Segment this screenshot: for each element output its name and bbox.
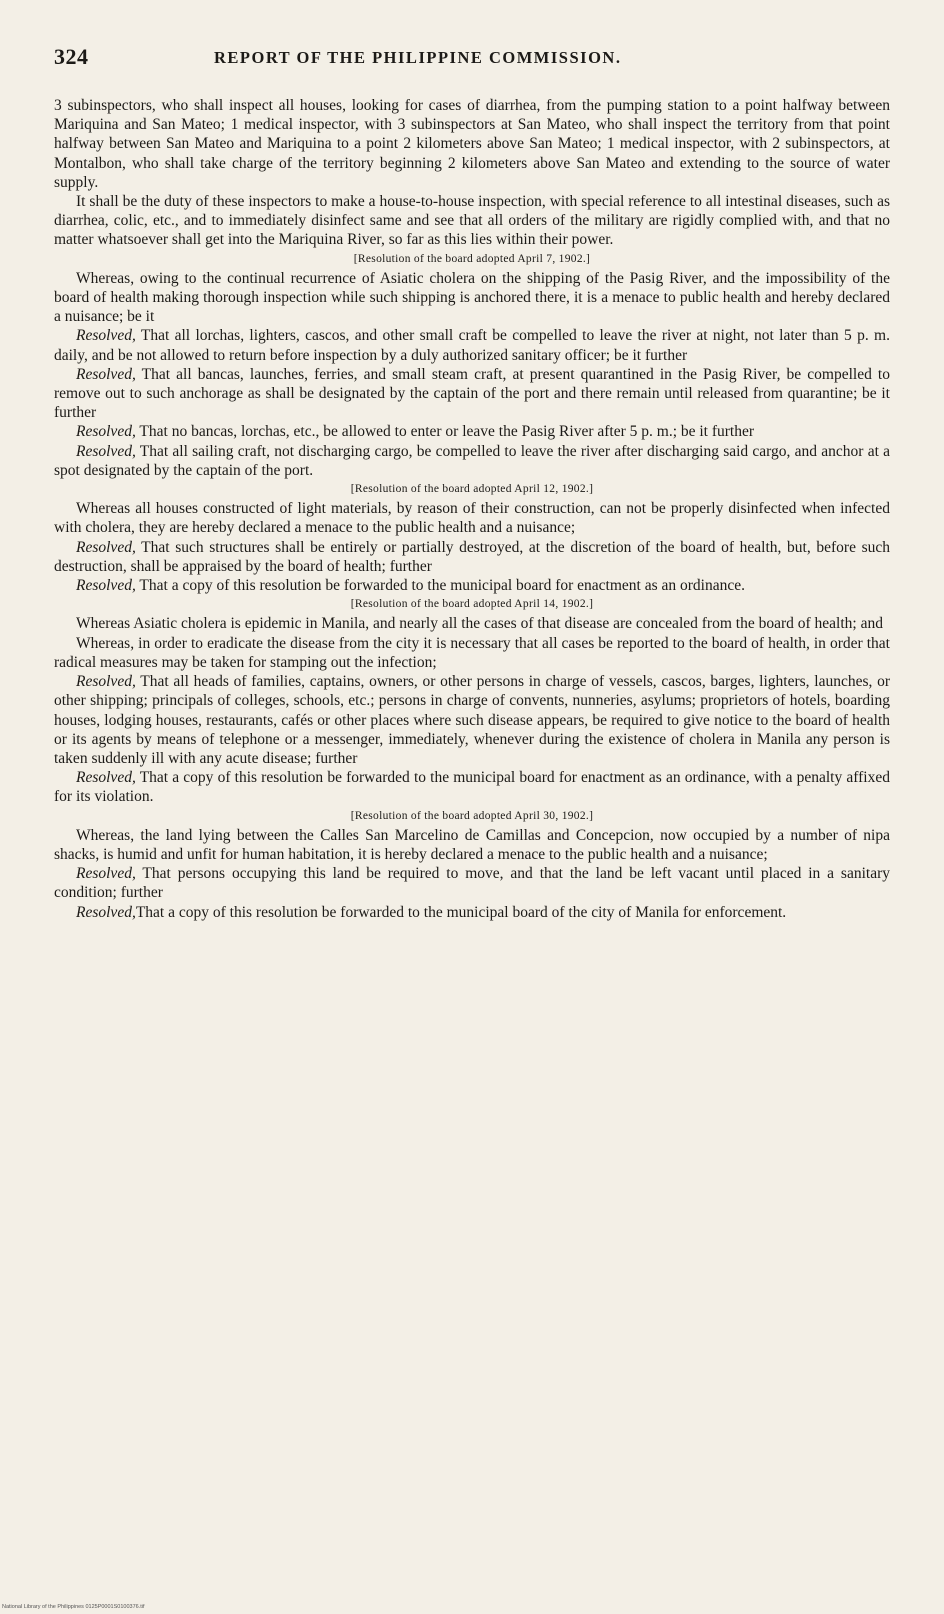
resolved-paragraph — [54, 672, 890, 768]
resolved-paragraph — [54, 365, 890, 423]
resolved-paragraph — [54, 422, 890, 441]
resolution-caption: [Resolution of the board adopted April 14, 1902.] — [350, 598, 594, 611]
resolved-text: That a copy of this resolution be forwarded to the municipal board of the city of Manila for enforcement. — [135, 903, 787, 921]
whereas-paragraph: Whereas Asiatic cholera is epidemic in Manila, and nearly all the cases of that disease are concealed from the board of health; and — [76, 615, 883, 633]
resolved-text: That persons occupying this land be required to move, and that the land be left vacant until placed in a sanitary condition; further — [54, 865, 890, 902]
intro-paragraph: 3 subinspectors, who shall inspect all houses, looking for cases of diarrhea, from the pumping station to a point halfway between Mariquina and San Mateo; 1 medical inspector, with 3 subinspectors at San Mateo, who shall inspect the territory from that point halfway between San Mateo and Mariquina to a point 2 kilometers above San Mateo; 1 medical inspector, with 2 subinspectors, at Montalbon, who shall take charge of the territory beginning 2 kilometers above San Mateo and extending to the source of water supply. — [54, 97, 890, 191]
resolved-text: That a copy of this resolution be forwarded to the municipal board for enactment as an ordinance. — [135, 577, 746, 595]
resolved-lead: Resolved, — [76, 442, 136, 460]
intro-paragraph: It shall be the duty of these inspectors to make a house-to-house inspection, with special reference to all intestinal diseases, such as diarrhea, colic, etc., and to immediately disinfect same and see that all orders of the military are rigidly complied with, and that no matter whatsoever shall get into the Mariquina River, so far as this lies within their power. — [54, 193, 890, 249]
resolved-lead: Resolved, — [76, 423, 136, 441]
resolved-paragraph — [54, 864, 890, 902]
resolved-lead: Resolved, — [76, 577, 136, 595]
resolved-text: That no bancas, lorchas, etc., be allowed to enter or leave the Pasig River after 5 p. m.; be it further — [135, 423, 755, 441]
resolution-caption: [Resolution of the board adopted April 12, 1902.] — [350, 483, 594, 496]
whereas-paragraph: Whereas, owing to the continual recurrence of Asiatic cholera on the shipping of the Pasig River, and the impossibility of the board of health making thorough inspection while such shipping is anchored there, it is a menace to public health and hereby declared a nuisance; be it — [54, 269, 890, 326]
resolved-lead: Resolved, — [76, 903, 136, 921]
resolved-text: That all lorchas, lighters, cascos, and other small craft be compelled to leave the river at night, not later than 5 p. m. daily, and be not allowed to return before inspection by a duly authorized sanitary officer; be it further — [54, 327, 890, 364]
resolved-paragraph — [54, 326, 890, 364]
resolved-lead: Resolved, — [76, 769, 136, 787]
resolved-lead: Resolved, — [76, 365, 136, 383]
page-header — [54, 44, 894, 74]
resolved-lead: Resolved, — [76, 865, 136, 883]
page-number: 324 — [54, 44, 89, 69]
running-title: REPORT OF THE PHILIPPINE COMMISSION. — [214, 48, 622, 67]
resolved-paragraph — [54, 442, 890, 480]
body-text — [54, 96, 890, 922]
resolved-text: That all bancas, launches, ferries, and small steam craft, at present quarantined in the Pasig River, be compelled to remove out to such anchorage as shall be designated by the captain of the port and there remain until released from quarantine; be it further — [54, 365, 890, 422]
resolution-caption: [Resolution of the board adopted April 7, 1902.] — [353, 252, 591, 265]
resolved-lead: Resolved, — [76, 673, 136, 691]
scan-imprint: National Library of the Philippines 0125P0001S0100376.tif — [2, 1604, 145, 1610]
whereas-paragraph: Whereas, the land lying between the Calles San Marcelino de Camillas and Concepcion, now occupied by a number of nipa shacks, is humid and unfit for human habitation, it is hereby declared a menace to the public health and a nuisance; — [54, 826, 890, 863]
resolved-text: That a copy of this resolution be forwarded to the municipal board for enactment as an ordinance, with a penalty affixed for its violation. — [54, 769, 890, 806]
resolved-paragraph — [54, 576, 890, 595]
resolved-text: That such structures shall be entirely or partially destroyed, at the discretion of the board of health, but, before such destruction, shall be appraised by the board of health; further — [54, 538, 890, 575]
resolution-caption: [Resolution of the board adopted April 30, 1902.] — [350, 809, 594, 822]
resolved-paragraph — [54, 538, 890, 576]
whereas-paragraph: Whereas all houses constructed of light materials, by reason of their construction, can not be properly disinfected when infected with cholera, they are hereby declared a menace to the public health and a nuisance; — [54, 500, 890, 537]
resolved-lead: Resolved, — [76, 538, 136, 556]
resolved-paragraph — [54, 903, 890, 922]
whereas-paragraph: Whereas, in order to eradicate the disease from the city it is necessary that all cases be reported to the board of health, in order that radical measures may be taken for stamping out the infection; — [54, 634, 890, 671]
resolved-lead: Resolved, — [76, 327, 136, 345]
resolved-text: That all heads of families, captains, owners, or other persons in charge of vessels, cascos, barges, lighters, launches, or other shipping; principals of colleges, schools, etc.; persons in charge of convents, nunneries, asylums; proprietors of hotels, boarding houses, lodging houses, restaurants, cafés or other places where such disease appears, be required to give notice to the board of health or its agents by means of telephone or a messenger, immediately, whenever during the existence of cholera in Manila any person is taken suddenly ill with any acute disease; further — [54, 673, 890, 767]
resolved-text: That all sailing craft, not discharging cargo, be compelled to leave the river after discharging said cargo, and anchor at a spot designated by the captain of the port. — [54, 442, 890, 479]
resolved-paragraph — [54, 768, 890, 806]
